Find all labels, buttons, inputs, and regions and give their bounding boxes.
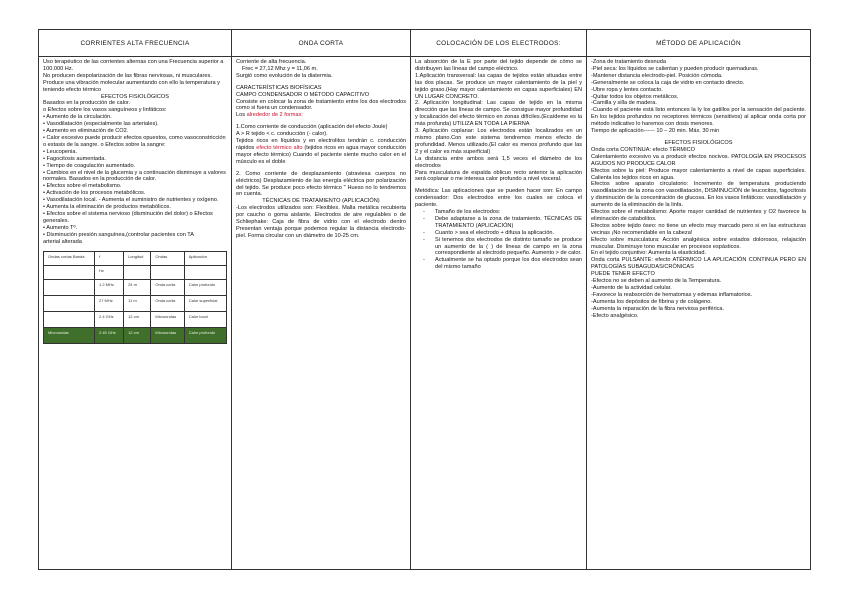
text-line: -Camilla y silla de madera. — [591, 100, 657, 107]
header-colocacion-electrodos: COLOCACIÓN DE LOS ELECTRODOS: — [411, 30, 587, 57]
text-line: -Aumenta la reparación de la fibra nerviosa periférica. — [591, 305, 725, 312]
content-row — [39, 57, 811, 570]
header-row — [39, 30, 811, 57]
header-metodo-aplicacion: MÉTODO DE APLICACIÓN — [587, 30, 811, 57]
paragraph: Onda corta PULSANTE: efecto ATÉRMICO LA APLICACIÓN CONTINUA PERO EN PATOLOGÍAS SUBAGUDAS/CRÓNICAS — [591, 257, 806, 271]
text-line: -Ubre ropa y lentes contacto. — [591, 86, 663, 93]
list-item: - Actualmente se ha optado porque los dos electrodos sean del mismo tamaño — [435, 257, 582, 271]
list-item: - Debe adaptarse a la zona de tratamiento. TÉCNICAS DE TRATAMIENTO (APLICACIÓN) — [435, 216, 582, 230]
list-item: • Aumenta la eliminación de productos metabólicos. — [43, 204, 171, 211]
paragraph: Consiste en colocar la zona de tratamiento entre los dos electrodos como si fuera un condensador. — [236, 98, 406, 112]
list-item: • Aumento de la circulación. — [43, 114, 112, 121]
list-item: - Tamaño de los electrodos: — [435, 209, 582, 216]
text-line: Surgió como evolución de la diatermia. — [236, 72, 333, 79]
paragraph: Efectos sobre el metabolismo: Aporte mayor cantidad de nutrientes y O2 favorece la eliminación de catabolitos. — [591, 209, 806, 222]
list-item: • Aumento en eliminación de CO2. — [43, 128, 129, 135]
paragraph: Efectos sobre la piel: Produce mayor calentamiento a nivel de capas superficiales. Calienta los tejidos ricos en agua. — [591, 167, 806, 181]
highlight-text: alrededor de 2 formas: — [246, 112, 303, 119]
list-item: • Disminución presión sanguínea,(controlar pacientes con TA — [43, 231, 195, 238]
paragraph: Los alrededor de 2 formas: — [236, 112, 303, 119]
paragraph: Metódica: Las aplicaciones que se pueden hacer son: En campo condensador: Dos electrodos entre los cuales se coloca el paciente. — [415, 188, 582, 209]
list-item: • Efectos sobre el sistema nervioso (disminución del dolor) o Efectos generales. — [43, 210, 213, 224]
paragraph: La distancia entre ambos será 1,5 veces el diámetro de los electrodos — [415, 155, 582, 169]
list-item: • Fagocitosis aumentada. — [43, 155, 106, 162]
list-item: • Tiempo de coagulación aumentado. — [43, 162, 136, 169]
section-subtitle: Onda corta CONTINUA: efecto TÉRMICO — [591, 146, 696, 153]
intro-line: Uso terapéutico de las corrientes alternas con una Frecuencia superior a 100.000 Hz. — [43, 59, 224, 72]
comparison-table — [38, 29, 811, 570]
paragraph: 1.Aplicación transversal: las capas de tejidos están situadas entre las dos placas. Se produce un mayor calentamiento de la piel y tejido graso.(Hay mayor calentamiento en capas superficiales) EN UN LUGAR CONCRETO. — [415, 72, 582, 100]
section-subtitle: CAMPO CONDENSADOR O MÉTODO CAPACITIVO — [236, 91, 370, 98]
section-title: CARACTERÍSTICAS BIOFÍSICAS — [236, 84, 322, 91]
highlight-text: efecto térmico alto — [256, 144, 303, 151]
mini-table-row: 2.4 GHz 12 cm Microondas Calor local — [44, 312, 227, 328]
text-line: -Efectos no se deben al aumento de la Temperatura. — [591, 278, 722, 285]
intro-line: Produce una vibración molecular aumentando con ello la temperatura y teniendo efecto térmico — [43, 79, 220, 93]
section-title: TÉCNICAS DE TRATAMIENTO (APLICACIÓN) — [262, 198, 380, 205]
paragraph: 2. Como corriente de desplazamiento (atraviesa cuerpos no eléctricos) Desplazamiento de las energía eléctrica por polarización del tejido. Se produce poco efecto térmico " Hueso no lo tendremos en cuenta. — [236, 170, 406, 198]
time-line: Tiempo de aplicación------ 10 – 20 min. Máx. 30 min — [591, 128, 720, 135]
list-item: • Efectos sobre el metabolismo. — [43, 183, 122, 190]
paragraph: Efecto sobre musculatura: Acción analgésica sobre estados dolorosos, relajación muscular. Disminuye tono muscular en procesos espásticos. — [591, 236, 806, 250]
paragraph: Efectos sobre aparato circulatorio: Incremento de temperatura produciendo vasodilatación de la zona con vasodilatación, DISMINUCIÓN de leucocitos, fagocitosis y disminución de la concentración de glucosa. En los vasos linfáticos: vasodilatación y aumento de la eliminación de la linfa. — [591, 181, 806, 209]
list-item: • Cambios en el nivel de la glucemia y a continuación disminuye a valores normales. Basados en la producción de calor. — [43, 169, 226, 183]
text-line: -Zona de tratamiento desnuda — [591, 59, 666, 65]
text-line: Corriente de alta frecuencia. — [236, 59, 307, 65]
frequency-line: Frec = 27,12 Mhz y = 11,06 m. — [242, 65, 318, 72]
cell-alta-frecuencia — [39, 57, 232, 570]
paragraph: Efectos sobre tejido óseo: no tiene un efecto muy marcado pero si en las estructuras vecinas ¡No recomendable en la cabeza! — [591, 222, 806, 236]
paragraph: 1.Como corriente de conducción (aplicación del efecto Joule) — [236, 124, 388, 131]
effects-tail: arterial alterada — [43, 238, 82, 245]
electrode-list — [415, 209, 582, 271]
text-line: -Quitar todos los objetos metálicos. — [591, 93, 679, 100]
text-line: -Piel seca: los líquidos se calientan y pueden producir quemaduras. — [591, 65, 759, 72]
list-item: • Activación de los procesos metabólicos. — [43, 190, 146, 197]
text-line: -Efecto analgésico. — [591, 312, 639, 319]
list-item: • Calor excesivo puede producir efectos opuestos, como vasoconstricción o estasis de la sangre. o Efectos sobre la sangre: — [43, 134, 226, 148]
list-item: • Vasodilatación local. - Aumenta el suministro de nutrientes y oxígeno. — [43, 197, 219, 204]
text-line: -Favorece la reabsorción de hematomas y edemas inflamatorios. — [591, 291, 753, 298]
document-page — [38, 29, 810, 569]
list-item: - Si tenemos dos electrodos de distinto tamaño se produce un aumento de la ( ) de líneas de campo en la zona correspondiente al electrodo pequeño. Aumento > de calor. — [435, 237, 582, 258]
paragraph: Tejidos ricos en líquidos y en electrolitos tendrán c. conducción rápidos efecto térmico alto (tejidos ricos en agua mayor conducción mayor efecto térmico) Cuando el paciente siente mucho calor en el músculo es el doble — [236, 138, 406, 165]
paragraph: Para musculatura de espalda oblicuo recto anterior la aplicación será coplanar o me interesa calor profundo a nivel visceral. — [415, 169, 582, 183]
effects-intro: Basados en la producción de calor. — [43, 100, 131, 107]
header-onda-corta: ONDA CORTA — [232, 30, 411, 57]
intro-line: No producen despolarización de las fibras nerviosas, ni musculares. — [43, 72, 212, 79]
paragraph: Calentamiento excesivo va a producir efectos nocivos. PATOLOGÍA EN PROCESOS AGUDOS NO PRODUCE CALOR — [591, 153, 806, 167]
text-line: -Cuando el paciente está listo entonces la Iy los gatillos por la sensación del paciente. En los tejidos profundos no receptores térmicos (sensitivos) al aplicar onda corta por método indicativo lo haremos con dosis menores. — [591, 107, 806, 128]
mini-table-row: Hz — [44, 266, 227, 280]
paragraph: A > R tejido < c. conducción (- calor). — [236, 131, 328, 138]
frequency-mini-table — [43, 251, 227, 344]
list-item: • Aumento Tº. — [43, 224, 78, 231]
text-line: -Aumenta los depósitos de fibrina y de colágeno. — [591, 298, 712, 305]
text-line: -Mantener distancia electrodo-piel. Posición cómoda. — [591, 72, 723, 79]
text-line: -Aumento de la actividad celular. — [591, 285, 672, 291]
effects-intro: o Efectos sobre los vasos sanguíneos y linfáticos: — [43, 107, 167, 114]
cell-onda-corta — [232, 57, 411, 570]
list-item: - Cuanto > sea el electrodo + difusa la aplicación. — [435, 230, 582, 237]
paragraph: 2. Aplicación longitudinal: Las capas de tejido en la misma dirección que las líneas de campo. Se consigue mayor profundidad y localización del efecto térmico en zonas difíciles.(Ecaídeme es la más profunda) UTILIZA EN TODA LA PIERNA — [415, 100, 582, 128]
paragraph: PUEDE TENER EFECTO — [591, 271, 655, 278]
mini-table-row: 27 MHz 11 m Onda corta Calor superficial — [44, 296, 227, 312]
list-item: • Leucopenia. — [43, 148, 77, 155]
paragraph: La absorción de la E por parte del tejido depende de cómo se distribuyen las líneas del campo eléctrico. — [415, 59, 582, 72]
mini-table-header: Ondas cortas Banda f Longitud Ondas Aplicación — [44, 252, 227, 266]
section-title: EFECTOS FISIOLÓGICOS — [664, 139, 733, 146]
cell-metodo-aplicacion — [587, 57, 811, 570]
paragraph: 3. Aplicación coplanar: Los electrodos están localizados en un mismo plano.Con este sistema tendremos menos efecto de profundidad. Menos utilizado.(El calor es menos profundo que las 2 y el calor es más superficial) — [415, 128, 582, 155]
cell-colocacion-electrodos — [411, 57, 587, 570]
mini-table-row: 1.2 MHz 24 m Onda corta Calor profundo — [44, 280, 227, 296]
list-item: • Vasodilatación (especialmente las arteriales). — [43, 121, 159, 128]
text-line: -Generalmente se coloca la caja de vidrio en contacto directo. — [591, 79, 745, 86]
mini-table-footer: Microondas 2.45 GHz 12 cm Microondas Calor profundo — [44, 328, 227, 344]
effects-title: EFECTOS FISIOLÓGICOS — [101, 93, 169, 100]
paragraph: -Los electrodos utilizados son: Flexibles. Malla metálica recubierta por caucho o goma aislante. Electrodos de aire regulables o de Schliephake: Caja de fibra de vidrio con el electrodo dentro Presentan ventaja porque podemos regular la distancia electrodo-piel. Forma circular con un diámetro de 10-25 cm. — [236, 205, 406, 239]
header-alta-frecuencia: CORRIENTES ALTA FRECUENCIA — [39, 30, 232, 57]
paragraph: En el tejido conjuntivo: Aumenta la elasticidad. — [591, 250, 707, 257]
